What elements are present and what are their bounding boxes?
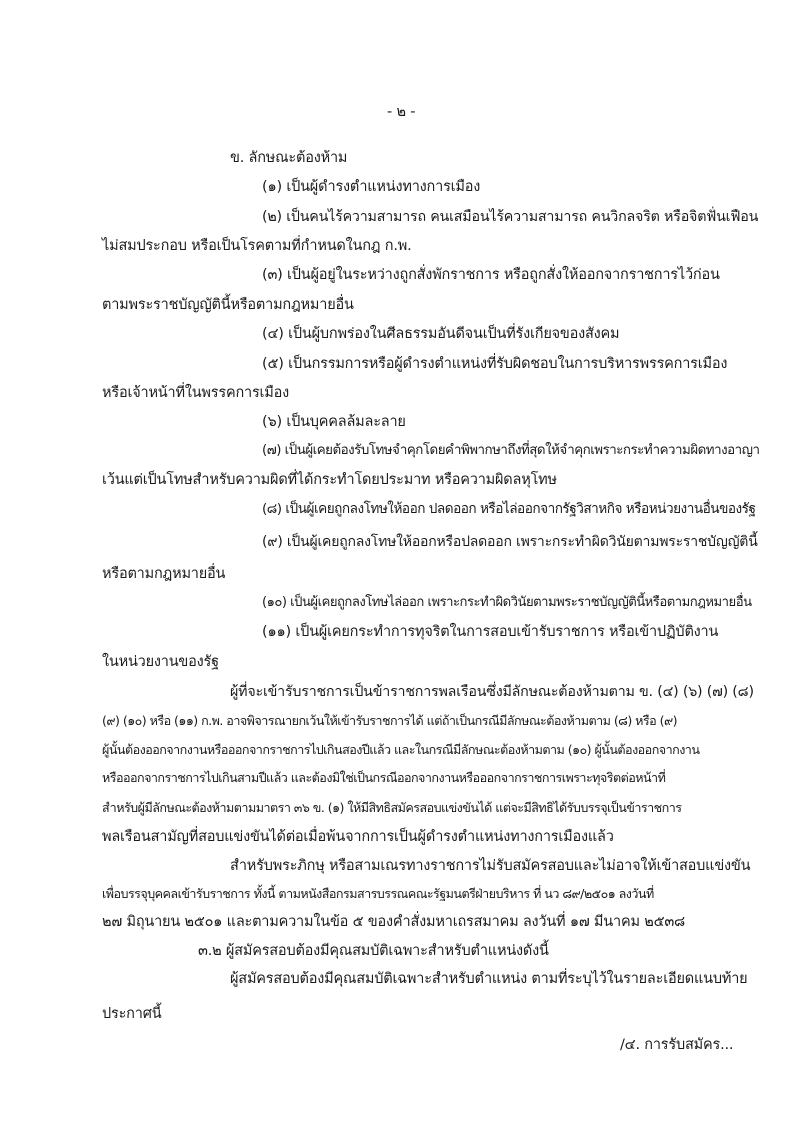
paragraph-line: เพื่อบรรจุบุคคลเข้ารับราชการ ทั้งนี้ ตามหนังสือกรมสารบรรณคณะรัฐมนตรีฝ่ายบริหาร ที่ นว ๘๙/๒๕๐๑ ลงวันที่ — [102, 886, 654, 901]
paragraph-line: สำหรับพระภิกษุ หรือสามเณรทางราชการไม่รับสมัครสอบและไม่อาจให้เข้าสอบแข่งขัน — [230, 858, 751, 874]
paragraph-line: พลเรือนสามัญที่สอบแข่งขันได้ต่อเมื่อพ้นจากการเป็นผู้ดำรงตำแหน่งทางการเมืองแล้ว — [102, 829, 614, 845]
list-item-continuation: ไม่สมประกอบ หรือเป็นโรคตามที่กำหนดในกฎ ก.พ. — [102, 238, 412, 254]
paragraph-line: สำหรับผู้มีลักษณะต้องห้ามตามมาตรา ๓๖ ข. (๑) ให้มีสิทธิสมัครสอบแข่งขันได้ แต่จะมีสิทธิได้รับบรรจุเป็นข้าราชการ — [102, 800, 682, 815]
list-item: (๗) เป็นผู้เคยต้องรับโทษจำคุกโดยคำพิพากษาถึงที่สุดให้จำคุกเพราะกระทำความผิดทางอาญา — [262, 443, 760, 458]
list-item-continuation: ตามพระราชบัญญัตินี้หรือตามกฎหมายอื่น — [102, 297, 354, 313]
paragraph-line: ประกาศนี้ — [102, 1006, 162, 1022]
list-item: (๑๐) เป็นผู้เคยถูกลงโทษไล่ออก เพราะกระทำผิดวินัยตามพระราชบัญญัตินี้หรือตามกฎหมายอื่น — [262, 595, 752, 610]
list-item-continuation: หรือเจ้าหน้าที่ในพรรคการเมือง — [102, 385, 290, 401]
list-item-continuation: หรือตามกฎหมายอื่น — [102, 566, 226, 582]
list-item: (๒) เป็นคนไร้ความสามารถ คนเสมือนไร้ความสามารถ คนวิกลจริต หรือจิตฟั่นเฟือน — [262, 209, 759, 225]
list-item: (๖) เป็นบุคคลล้มละลาย — [262, 414, 406, 430]
paragraph-line: (๙) (๑๐) หรือ (๑๑) ก.พ. อาจพิจารณายกเว้นให้เข้ารับราชการได้ แต่ถ้าเป็นกรณีมีลักษณะต้องห้ามตาม (๘) หรือ (๙) — [102, 713, 677, 728]
section-heading: ข. ลักษณะต้องห้าม — [230, 150, 348, 166]
list-item: (๑๑) เป็นผู้เคยกระทำการทุจริตในการสอบเข้ารับราชการ หรือเข้าปฏิบัติงาน — [262, 624, 719, 640]
paragraph-line: หรือออกจากราชการไปเกินสามปีแล้ว และต้องมิใช่เป็นกรณีออกจากงานหรือออกจากราชการเพราะทุจริตต่อหน้าที่ — [102, 770, 666, 785]
paragraph-line: ผู้นั้นต้องออกจากงานหรือออกจากราชการไปเกินสองปีแล้ว และในกรณีมีลักษณะต้องห้ามตาม (๑๐) ผู้นั้นต้องออกจากงาน — [102, 742, 700, 757]
subsection-heading: ๓.๒ ผู้สมัครสอบต้องมีคุณสมบัติเฉพาะสำหรับตำแหน่งดังนี้ — [198, 943, 549, 959]
continuation-marker: /๔. การรับสมัคร... — [620, 1037, 734, 1053]
list-item: (๔) เป็นผู้บกพร่องในศีลธรรมอันดีจนเป็นที่รังเกียจของสังคม — [262, 326, 620, 342]
list-item: (๙) เป็นผู้เคยถูกลงโทษให้ออกหรือปลดออก เพราะกระทำผิดวินัยตามพระราชบัญญัตินี้ — [262, 534, 758, 550]
paragraph-line: ๒๗ มิถุนายน ๒๕๐๑ และตามความในข้อ ๕ ของคำสั่งมหาเถรสมาคม ลงวันที่ ๑๗ มีนาคม ๒๕๓๘ — [102, 914, 686, 930]
page-number: - ๒ - — [387, 104, 416, 120]
list-item-continuation: เว้นแต่เป็นโทษสำหรับความผิดที่ได้กระทำโดยประมาท หรือความผิดลหุโทษ — [102, 472, 557, 488]
list-item: (๓) เป็นผู้อยู่ในระหว่างถูกสั่งพักราชการ หรือถูกสั่งให้ออกจากราชการไว้ก่อน — [262, 267, 720, 283]
list-item: (๕) เป็นกรรมการหรือผู้ดำรงตำแหน่งที่รับผิดชอบในการบริหารพรรคการเมือง — [262, 356, 728, 372]
paragraph-line: ผู้สมัครสอบต้องมีคุณสมบัติเฉพาะสำหรับตำแหน่ง ตามที่ระบุไว้ในรายละเอียดแนบท้าย — [230, 971, 748, 987]
list-item: (๘) เป็นผู้เคยถูกลงโทษให้ออก ปลดออก หรือไล่ออกจากรัฐวิสาหกิจ หรือหน่วยงานอื่นของรัฐ — [262, 501, 756, 517]
paragraph-line: ผู้ที่จะเข้ารับราชการเป็นข้าราชการพลเรือนซึ่งมีลักษณะต้องห้ามตาม ข. (๔) (๖) (๗) (๘) — [230, 684, 754, 700]
list-item: (๑) เป็นผู้ดำรงตำแหน่งทางการเมือง — [262, 179, 481, 195]
list-item-continuation: ในหน่วยงานของรัฐ — [102, 654, 219, 670]
